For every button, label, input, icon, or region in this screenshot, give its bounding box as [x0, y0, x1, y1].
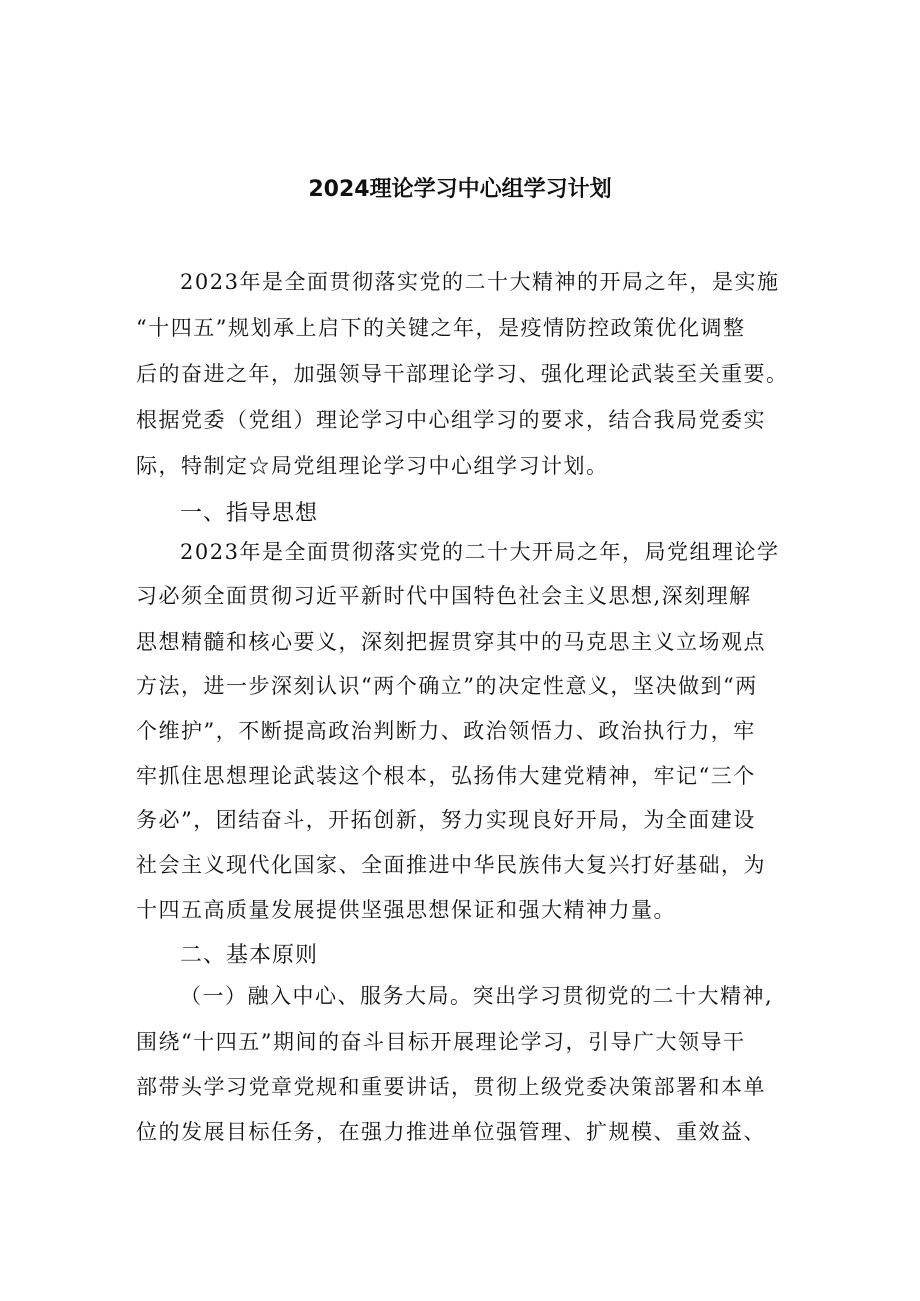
intro-line-1: 2023年是全面贯彻落实党的二十大精神的开局之年，是实施	[180, 270, 780, 294]
section-2-line-1: （一）融入中心、服务大局。突出学习贯彻党的二十大精神,	[180, 984, 774, 1008]
section-1-line-8: 社会主义现代化国家、全面推进中华民族伟大复兴打好基础，为	[136, 853, 766, 877]
intro-line-2: “十四五”规划承上启下的关键之年，是疫情防控政策优化调整	[136, 316, 746, 340]
section-2-line-3: 部带头学习党章党规和重要讲话，贯彻上级党委决策部署和本单	[136, 1075, 766, 1099]
section-1-line-5: 个维护”，不断提高政治判断力、政治领悟力、政治执行力，牢	[136, 719, 756, 743]
intro-line-4: 根据党委（党组）理论学习中心组学习的要求，结合我局党委实	[136, 408, 766, 432]
section-2-line-2: 围绕“十四五”期间的奋斗目标开展理论学习，引导广大领导干	[136, 1030, 746, 1054]
section-2-line-4: 位的发展目标任务，在强力推进单位强管理、扩规模、重效益、	[136, 1120, 766, 1144]
section-1-line-9: 十四五高质量发展提供坚强思想保证和强大精神力量。	[136, 898, 676, 922]
section-2-heading: 二、基本原则	[180, 943, 319, 968]
section-1-line-3: 思想精髓和核心要义，深刻把握贯穿其中的马克思主义立场观点	[136, 630, 766, 654]
document-title: 2024理论学习中心组学习计划	[308, 177, 612, 202]
section-1-line-2: 习必须全面贯彻习近平新时代中国特色社会主义思想,深刻理解	[136, 584, 752, 608]
section-1-heading: 一、指导思想	[180, 501, 319, 526]
intro-line-5: 际，特制定☆局党组理论学习中心组学习计划。	[136, 454, 609, 478]
section-1-line-6: 牢抓住思想理论武装这个根本，弘扬伟大建党精神，牢记“三个	[136, 764, 756, 788]
section-1-line-7: 务必”，团结奋斗，开拓创新，努力实现良好开局，为全面建设	[136, 808, 756, 832]
intro-line-3: 后的奋进之年，加强领导干部理论学习、强化理论武装至关重要。	[136, 362, 789, 386]
section-1-line-4: 方法，进一步深刻认识“两个确立”的决定性意义，坚决做到“两	[136, 674, 758, 698]
section-1-line-1: 2023年是全面贯彻落实党的二十大开局之年，局党组理论学	[180, 540, 780, 564]
